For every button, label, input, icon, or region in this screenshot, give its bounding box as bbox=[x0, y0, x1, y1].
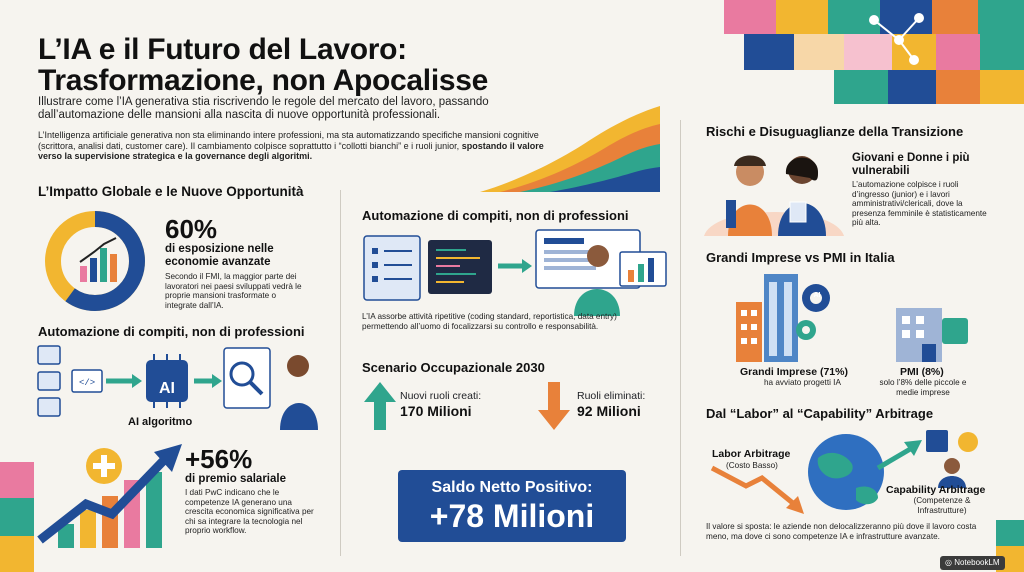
automation-workflow-illustration bbox=[362, 228, 672, 316]
eliminated-roles-value: 92 Milioni bbox=[577, 403, 641, 419]
capability-arbitrage-sub: (Competenze & Infrastrutture) bbox=[913, 496, 971, 515]
sme-title: PMI (8%) bbox=[900, 366, 944, 378]
automation-text-center: L’IA assorbe attività ripetitive (coding standard, reportistica, data entry) permettendo all’uomo di focalizzarsi su controllo e responsabilità. bbox=[362, 312, 617, 331]
notebooklm-badge bbox=[940, 556, 1005, 570]
big-companies-text: ha avviato progetti IA bbox=[764, 378, 841, 387]
impact-heading: L’Impatto Globale e le Nuove Opportunità bbox=[38, 184, 304, 199]
created-roles-value: 170 Milioni bbox=[400, 403, 472, 419]
scenario-heading: Scenario Occupazionale 2030 bbox=[362, 360, 545, 375]
arrow-down-icon bbox=[536, 380, 572, 432]
page-title-line-1: L’IA e il Futuro del Lavoro: bbox=[38, 33, 407, 66]
page-subtitle: Illustrare come l’IA generativa stia riscrivendo le regole del mercato del lavoro, passando dall’automazione delle mansioni alla nascita di nuove opportunità professionali. bbox=[38, 96, 489, 121]
notebooklm-label: NotebookLM bbox=[954, 558, 1000, 567]
exposure-stat-label: di esposizione nelle economie avanzate bbox=[165, 243, 274, 268]
salary-premium-value: +56% bbox=[185, 444, 253, 474]
column-divider-right bbox=[680, 120, 681, 556]
companies-illustration bbox=[730, 268, 990, 364]
intro-text: L’Intelligenza artificiale generativa non sta eliminando intere professioni, ma sta automatizzando specifiche mansioni cognitive (scrittora, analisi dati, customer care). Il cambiamento colpisce soprattutto i “collotti bianchi” e i ruoli junior, bbox=[38, 130, 539, 151]
ai-algorithm-label: AI algoritmo bbox=[128, 416, 193, 428]
decorative-mosaic-top-right bbox=[724, 0, 1024, 104]
arbitrage-text: Il valore si sposta: le aziende non delocalizzeranno più dove il lavoro costa meno, ma dove ci sono competenze IA e infrastrutture avanzate. bbox=[706, 522, 977, 541]
exposure-stat-value: 60% bbox=[165, 214, 218, 244]
eliminated-roles-label: Ruoli eliminati: bbox=[577, 390, 646, 402]
svg-text:</>: </> bbox=[79, 378, 96, 388]
wave-decoration bbox=[480, 100, 660, 192]
page-title-line-2: Trasformazione, non Apocalisse bbox=[38, 64, 489, 97]
exposure-stat-text: Secondo il FMI, la maggior parte dei lavoratori nei paesi sviluppati vedrà le proprie mansioni trasformate o integrate dall’IA. bbox=[165, 272, 302, 310]
net-balance-label: Saldo Netto Positivo: bbox=[431, 479, 593, 496]
page-title bbox=[38, 34, 488, 96]
labor-arbitrage-title: Labor Arbitrage bbox=[712, 448, 791, 460]
automation-heading-center: Automazione di compiti, non di professioni bbox=[362, 208, 629, 223]
column-divider-left bbox=[340, 190, 341, 556]
salary-premium-text: I dati PwC indicano che le competenze IA generano una crescita economica significativa per chi sa integrare la tecnologia nel proprio workflow. bbox=[185, 488, 314, 536]
big-companies-title: Grandi Imprese (71%) bbox=[740, 366, 848, 378]
net-balance-value: +78 Milioni bbox=[429, 498, 595, 534]
growth-arrow-illustration bbox=[36, 436, 186, 548]
labor-arbitrage-sub: (Costo Basso) bbox=[726, 461, 778, 470]
ai-chip-label: AI bbox=[159, 380, 175, 397]
net-balance-box bbox=[398, 470, 626, 542]
notebooklm-icon: ◎ bbox=[945, 558, 952, 567]
exposure-donut-chart bbox=[42, 208, 148, 314]
arbitrage-heading: Dal “Labor” al “Capability” Arbitrage bbox=[706, 406, 934, 421]
salary-premium-label: di premio salariale bbox=[185, 473, 286, 485]
risks-heading: Rischi e Disuguaglianze della Transizione bbox=[706, 124, 964, 139]
youth-women-title: Giovani e Donne i più vulnerabili bbox=[852, 152, 970, 177]
capability-arbitrage-title: Capability Arbitrage bbox=[886, 484, 986, 496]
created-roles-label: Nuovi ruoli creati: bbox=[400, 390, 482, 402]
decorative-mosaic-bottom-left bbox=[0, 462, 34, 572]
sme-text: solo l’8% delle piccole e medie imprese bbox=[879, 378, 967, 397]
arrow-up-icon bbox=[362, 380, 398, 432]
youth-women-text: L’automazione colpisce i ruoli d’ingresso (junior) e i lavori amministrativi/clericali, dove la presenza femminile è statisticamente più alta. bbox=[852, 180, 987, 228]
companies-heading: Grandi Imprese vs PMI in Italia bbox=[706, 250, 895, 265]
automation-heading-left: Automazione di compiti, non di professioni bbox=[38, 324, 305, 339]
young-people-illustration bbox=[704, 144, 844, 236]
companies-ai-chip-label: AI bbox=[813, 292, 821, 299]
intro-text-bold: spostando il valore verso la supervisione strategica e la governance degli algoritmi. bbox=[38, 140, 544, 161]
